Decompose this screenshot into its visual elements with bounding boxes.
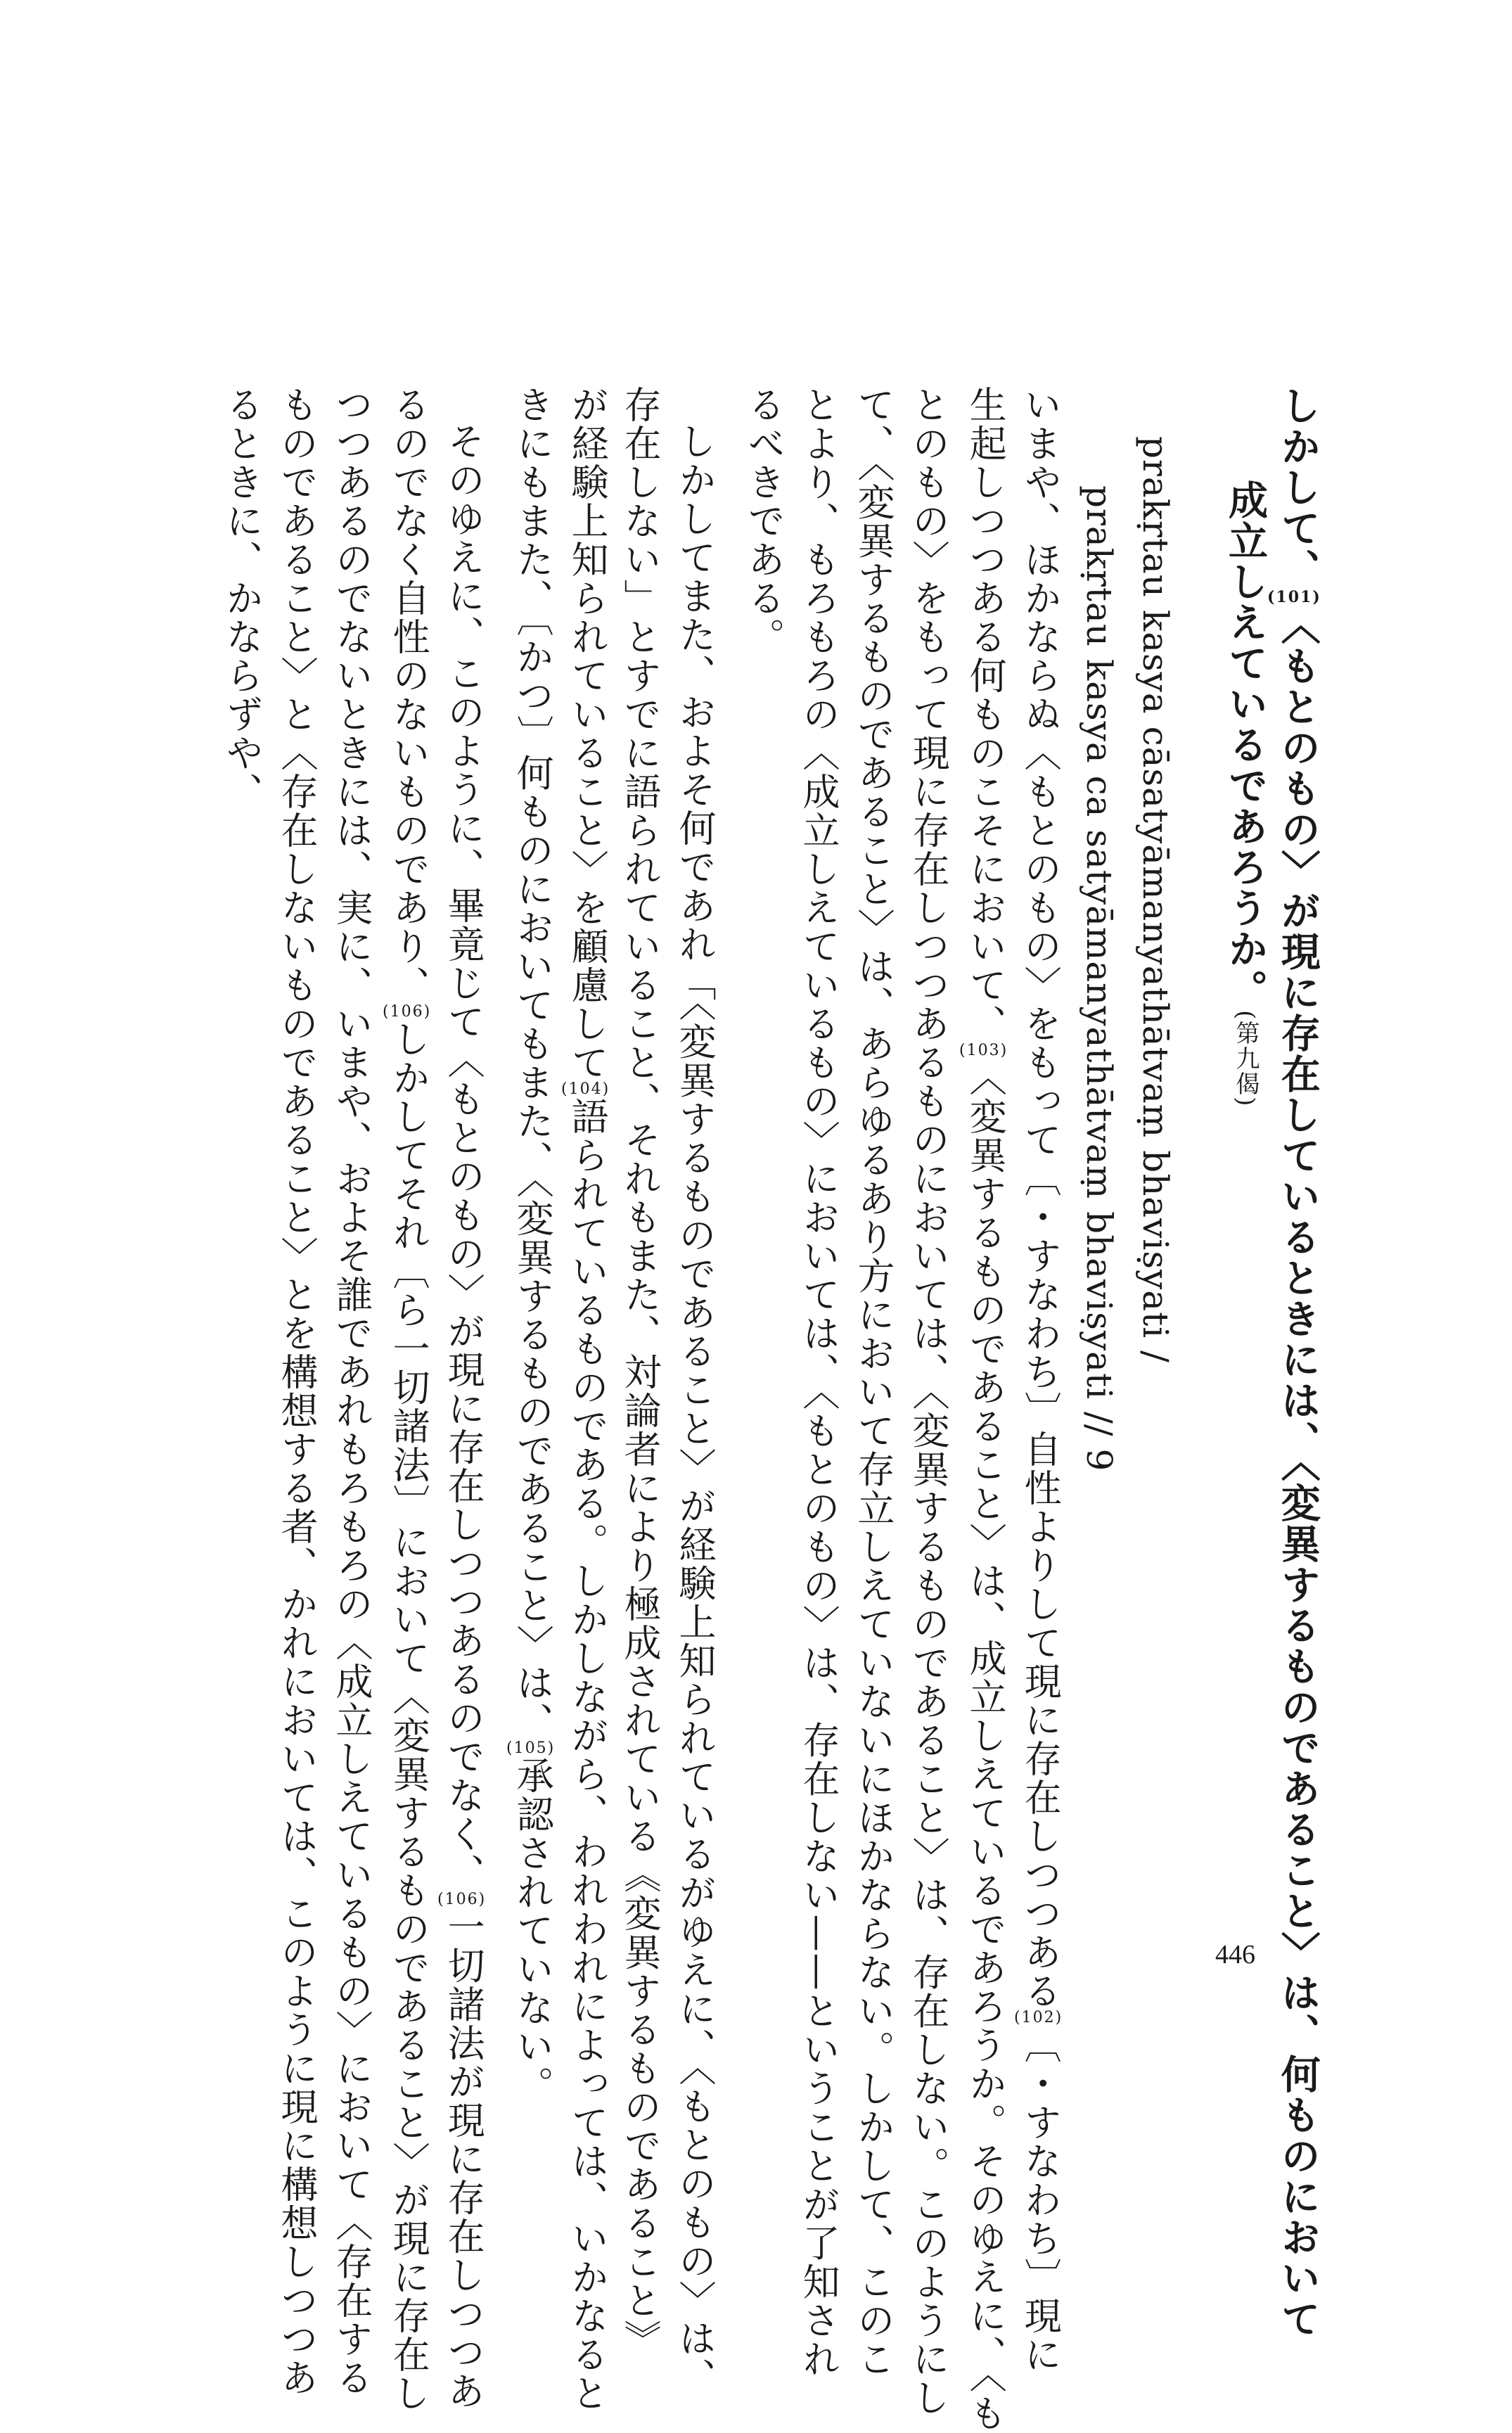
body-line-7: しかしてまた、およそ何であれ「〈変異するものであること〉が経験上知られているがゆえに、〈もとのもの〉は、 bbox=[673, 422, 716, 2396]
body-line-14: ものであること〉と〈存在しないものであること〉とを構想する者、かれにおいては、このように現に構想しつつあ bbox=[275, 385, 318, 2397]
sanskrit-line-1: prakṛtau kasya cāsatyāmanyathātvaṃ bhaviṣyati / bbox=[1135, 436, 1176, 1363]
page-number: 446 bbox=[1215, 1940, 1255, 1969]
body-line-4: て、〈変異するものであること〉は、あらゆるあり方において存立しえていないにほかならない。しかして、このこ bbox=[852, 385, 895, 2379]
verse-number: (第九偈) bbox=[1231, 1010, 1260, 1108]
footnote-ref: (103) bbox=[959, 1042, 1008, 1059]
body-line-5: とより、もろもろの〈成立しえているもの〉においては、〈もとのもの〉は、存在しない——ということが了知され bbox=[797, 385, 840, 2379]
footnote-ref: (106) bbox=[383, 1003, 432, 1021]
body-line-12: るのでなく自性のないものであり、(106)しかしてそれ〔ら一切諸法〕において〈変異するものであること〉が現に存在し bbox=[383, 385, 432, 2413]
footnote-ref: (101) bbox=[1267, 588, 1321, 606]
footnote-ref: (105) bbox=[506, 1739, 556, 1757]
body-line-2: 生起しつつある何ものこそにおいて、(103)〈変異するものであること〉は、成立しえているであろうか。そのゆえに、〈も bbox=[959, 385, 1008, 2433]
body-line-10: きにもまた、〔かつ〕何ものにおいてもまた、〈変異するものであること〉は、(105)承認されていない。 bbox=[506, 385, 556, 2105]
sanskrit-line-2: prakṛtau kasya ca satyāmanyathātvaṃ bhaviṣyati // 9 bbox=[1079, 485, 1120, 1472]
footnote-ref: (106) bbox=[437, 1891, 487, 1908]
body-line-8: 存在しない」とすでに語られていること、それもまた、対論者により極成されている《変異するものであること》 bbox=[618, 385, 661, 2358]
verse-heading-line-1: しかして、(101)〈もとのもの〉が現に存在しているときには、〈変異するものであること〉は、何ものにおいて bbox=[1267, 385, 1321, 2339]
body-line-3: とのもの〉をもって現に存在しつつあるものにおいては、〈変異するものであること〉は、存在しない。このようにし bbox=[906, 385, 949, 2418]
verse-heading-line-2: 成立しえているであろうか。(第九偈) bbox=[1222, 480, 1269, 1108]
body-line-13: つつあるのでないときには、実に、いまや、およそ誰であれもろもろの〈成立しえているもの〉において〈存在する bbox=[330, 385, 373, 2397]
body-line-11: そのゆえに、このように、畢竟じて〈もとのもの〉が現に存在しつつあるのでなく、(106)一切諸法が現に存在しつつあ bbox=[437, 422, 487, 2410]
body-line-1: いまや、ほかならぬ〈もとのもの〉をもって〔・すなわち〕自性よりして現に存在しつつある(102)〔・すなわち〕現に bbox=[1014, 385, 1063, 2374]
body-line-9: が経験上知られていること〉を顧慮して(104)語られているものである。しかしながら、われわれによっては、いかなると bbox=[561, 385, 610, 2413]
body-line-6: るべきである。 bbox=[742, 385, 785, 656]
body-line-15: るときに、かならずや、 bbox=[220, 385, 263, 811]
footnote-ref: (102) bbox=[1014, 2009, 1063, 2026]
footnote-ref: (104) bbox=[561, 1080, 610, 1098]
